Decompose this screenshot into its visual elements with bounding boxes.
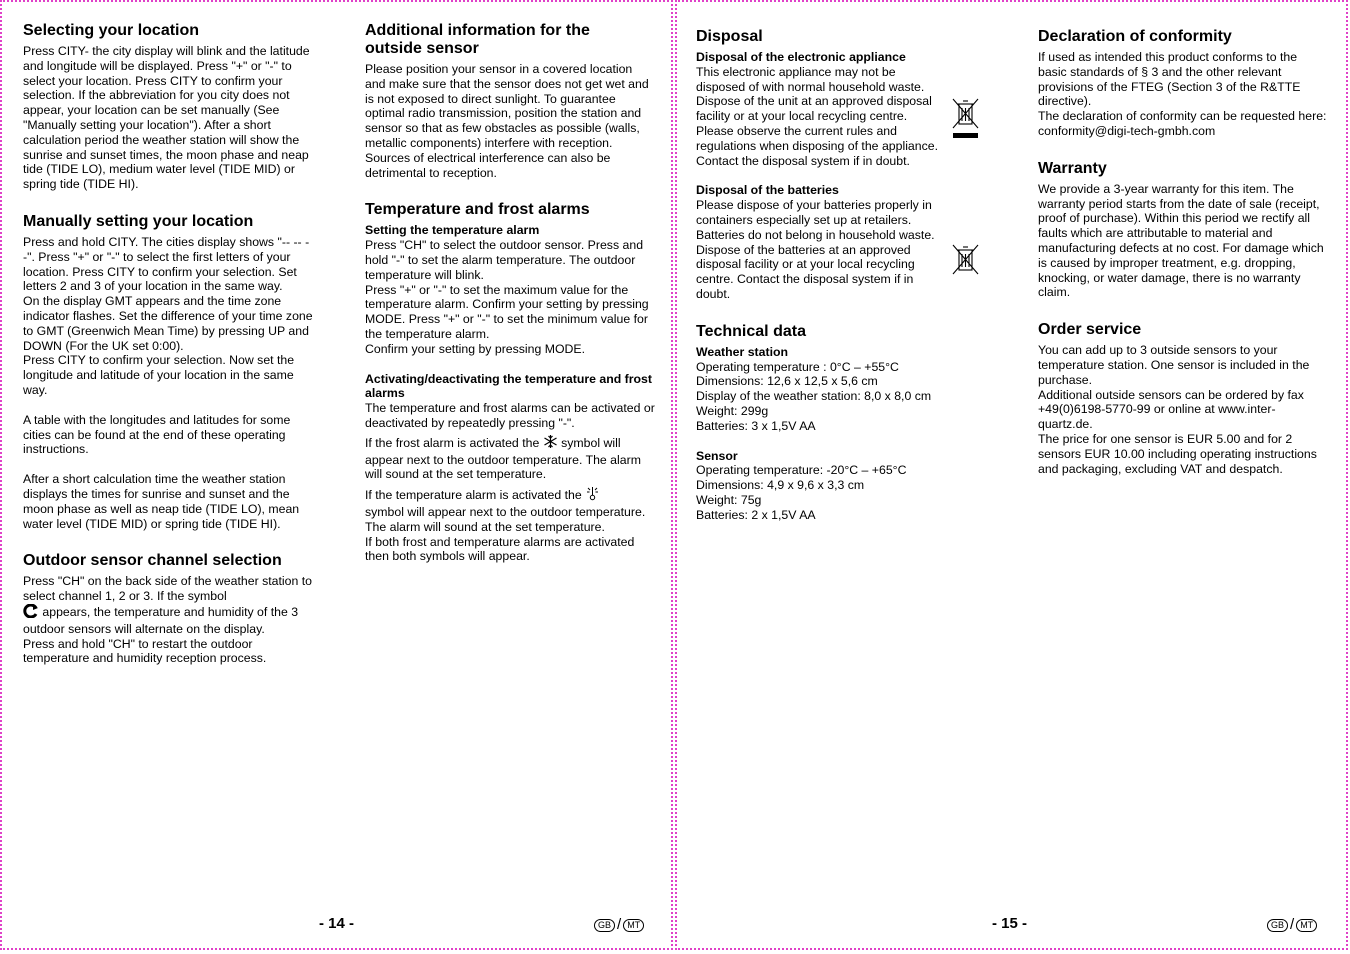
column-right-2 [1038, 22, 1328, 497]
paragraph: Press and hold CITY. The cities display shows "-- -- --". Press "+" or "-" to select the first letters of your location. Press CITY to confirm your selection. Set letters 2 and 3 of your location in the same way. [23, 234, 310, 294]
subheading-weather-station: Weather station [696, 344, 789, 359]
subheading-activating-alarms: Activating/deactivating the temperature and frost alarms [365, 371, 652, 401]
heading-outside-sensor: Additional information for the outside sensor [365, 22, 590, 57]
heading-warranty: Warranty [1038, 159, 1107, 177]
heading-conformity: Declaration of conformity [1038, 28, 1232, 45]
outdoor-line-1: Press "CH" on the back side of the weather station to select channel 1, 2 or 3. If the symbol [23, 574, 312, 604]
lang-gb: GB [594, 919, 615, 932]
crossed-bin-icon [951, 98, 981, 145]
paragraph: Press "CH" to select the outdoor sensor. Press and hold "-" to set the alarm temperature. The outdoor temperature will blink. [365, 238, 644, 282]
section-order-service [1038, 321, 1328, 476]
section-technical-data [696, 323, 946, 523]
temp-text-b: symbol will appear next to the outdoor temperature. The alarm will sound at the set temperature. [365, 504, 646, 534]
page-15 [675, 0, 1348, 950]
snowflake-icon [543, 434, 558, 453]
frost-text-b: symbol will appear next to the outdoor temperature. The alarm will sound at the set temperature. [365, 435, 641, 482]
spec-line: Operating temperature : 0°C – +55°C [696, 359, 899, 374]
channel-cycle-icon [23, 604, 39, 622]
language-badge: GB / MT [1267, 918, 1317, 932]
frost-text-a: If the frost alarm is activated the [365, 435, 543, 450]
temp-text-a: If the temperature alarm is activated the [365, 488, 586, 503]
subheading-disposal-electronic: Disposal of the electronic appliance [696, 50, 906, 64]
paragraph: You can add up to 3 outside sensors to your temperature station. One sensor is included in the purchase. [1038, 343, 1310, 387]
heading-alarms: Temperature and frost alarms [365, 201, 590, 219]
paragraph: Press CITY- the city display will blink and the latitude and longitude will be displayed. Press "+" or "-" to select your location. Press CITY to confirm your selection. If the abbreviation for you city does not appear, your location can be set manually (See "Manually setting your location"). After a short calculation period the weather station will show the sunrise and sunset times, the moon phase and neap tide (TIDE LO), medium water level (TIDE MID) or spring tide (TIDE HI). [23, 44, 310, 192]
lang-mt: MT [623, 919, 644, 932]
page-number: - 15 - [992, 915, 1028, 932]
subheading-sensor: Sensor [696, 448, 738, 463]
paragraph: Please dispose of your batteries properly in containers especially set up at retailers. Batteries do not belong in household waste. Dispose of the batteries at an approved disposal facility or at your local recycling centre. Contact the disposal system if in doubt. [696, 198, 935, 301]
heading-outdoor-channel: Outdoor sensor channel selection [23, 552, 282, 570]
paragraph: We provide a 3-year warranty for this item. The warranty period starts from the date of sale (receipt, proof of purchase). Within this period we rectify all faults which are attributable to material and manufacturing defects at no cost. For damage which is caused by improper treatment, e.g. dropping, knocking, or water damage, there is no warranty claim. [1038, 181, 1324, 300]
paragraph: After a short calculation time the weather station displays the times for sunrise and sunset and the moon phase as well as neap tide (TIDE LO), mean water level (TIDE MID) or spring tide (TIDE HI). [23, 472, 300, 531]
page-14 [0, 0, 673, 950]
heading-selecting-location: Selecting your location [23, 22, 200, 39]
heading-disposal: Disposal [696, 28, 763, 45]
spec-line: Display of the weather station: 8,0 x 8,0 cm [696, 389, 932, 404]
heading-technical-data: Technical data [696, 322, 806, 340]
paragraph: If used as intended this product conforms to the basic standards of § 3 and the other relevant provisions of the FTEG (Section 3 of the R&TTE directive). [1038, 50, 1301, 109]
paragraph: Confirm your setting by pressing MODE. [365, 341, 586, 356]
thermometer-alarm-icon [585, 485, 600, 505]
paragraph: If both frost and temperature alarms are activated then both symbols will appear. [365, 534, 635, 564]
paragraph: Sources of electrical interference can also be detrimental to reception. [365, 150, 611, 180]
paragraph [365, 434, 655, 482]
outdoor-line-3: Press and hold "CH" to restart the outdoor temperature and humidity reception process. [23, 636, 267, 666]
paragraph: Press CITY to confirm your selection. Now set the longitude and latitude of your location in the same way. [23, 353, 295, 397]
section-selecting-location [23, 22, 313, 192]
column-left-2 [365, 22, 655, 585]
paragraph: This electronic appliance may not be disposed of with normal household waste. Dispose of the unit at an approved disposal facility or at your local recycling centre. Please observe the current rules and regulations when disposing of the appliance. Contact the disposal system if in doubt. [696, 64, 939, 168]
column-left-1 [23, 22, 313, 687]
spec-line: Batteries: 3 x 1,5V AA [696, 418, 816, 433]
section-manual-location [23, 213, 313, 531]
spec-line: Dimensions: 4,9 x 9,6 x 3,3 cm [696, 478, 865, 493]
paragraph: Additional outside sensors can be ordered by fax +49(0)6198-5770-99 or online at www.inter-quartz.de. [1038, 387, 1304, 432]
section-alarms [365, 201, 655, 564]
spec-line: Weight: 75g [696, 492, 762, 507]
paragraph: Please position your sensor in a covered location and make sure that the sensor does not get wet and is not exposed to direct sunlight. To guarantee optimal radio transmission, position the station and sensor so that as few obstacles as possible (walls, metallic components) interfere with reception. [365, 62, 649, 150]
paragraph [23, 574, 313, 666]
subheading-setting-alarm: Setting the temperature alarm [365, 223, 540, 238]
spec-line: Operating temperature: -20°C – +65°C [696, 463, 907, 478]
heading-order-service: Order service [1038, 321, 1142, 339]
paragraph: The declaration of conformity can be requested here: conformity@digi-tech-gmbh.com [1038, 109, 1327, 138]
language-badge: GB / MT [594, 918, 644, 932]
spec-line: Batteries: 2 x 1,5V AA [696, 507, 816, 522]
paragraph: The temperature and frost alarms can be activated or deactivated by repeatedly pressing "-". [365, 401, 655, 430]
paragraph [365, 485, 655, 534]
crossed-bin-icon [951, 244, 981, 281]
outdoor-line-2: appears, the temperature and humidity of the 3 outdoor sensors will alternate on the display. [23, 604, 299, 636]
lang-gb: GB [1267, 919, 1288, 932]
section-disposal [696, 28, 946, 302]
section-warranty [1038, 160, 1328, 300]
lang-mt: MT [1296, 919, 1317, 932]
paragraph: Press "+" or "-" to set the maximum value for the temperature alarm. Confirm your setting by pressing MODE. Press "+" or "-" to set the minimum value for the temperature alarm. [365, 282, 649, 341]
paragraph: On the display GMT appears and the time zone indicator flashes. Set the difference of your time zone to GMT (Greenwich Mean Time) by pressing UP and DOWN (For the UK set 0:00). [23, 294, 313, 353]
section-outdoor-channel [23, 552, 313, 666]
page-number: - 14 - [319, 915, 355, 932]
subheading-disposal-batteries: Disposal of the batteries [696, 183, 839, 198]
paragraph: A table with the longitudes and latitudes for some cities can be found at the end of these operating instructions. [23, 412, 291, 457]
paragraph: The price for one sensor is EUR 5.00 and for 2 sensors EUR 10.00 including operating instructions and packaging, excluding VAT and despatch. [1038, 431, 1317, 476]
spec-line: Dimensions: 12,6 x 12,5 x 5,6 cm [696, 374, 878, 389]
heading-manual-location: Manually setting your location [23, 212, 254, 230]
section-outside-sensor [365, 22, 655, 180]
column-right-1 [696, 22, 946, 544]
section-conformity [1038, 28, 1328, 139]
spec-line: Weight: 299g [696, 403, 769, 418]
